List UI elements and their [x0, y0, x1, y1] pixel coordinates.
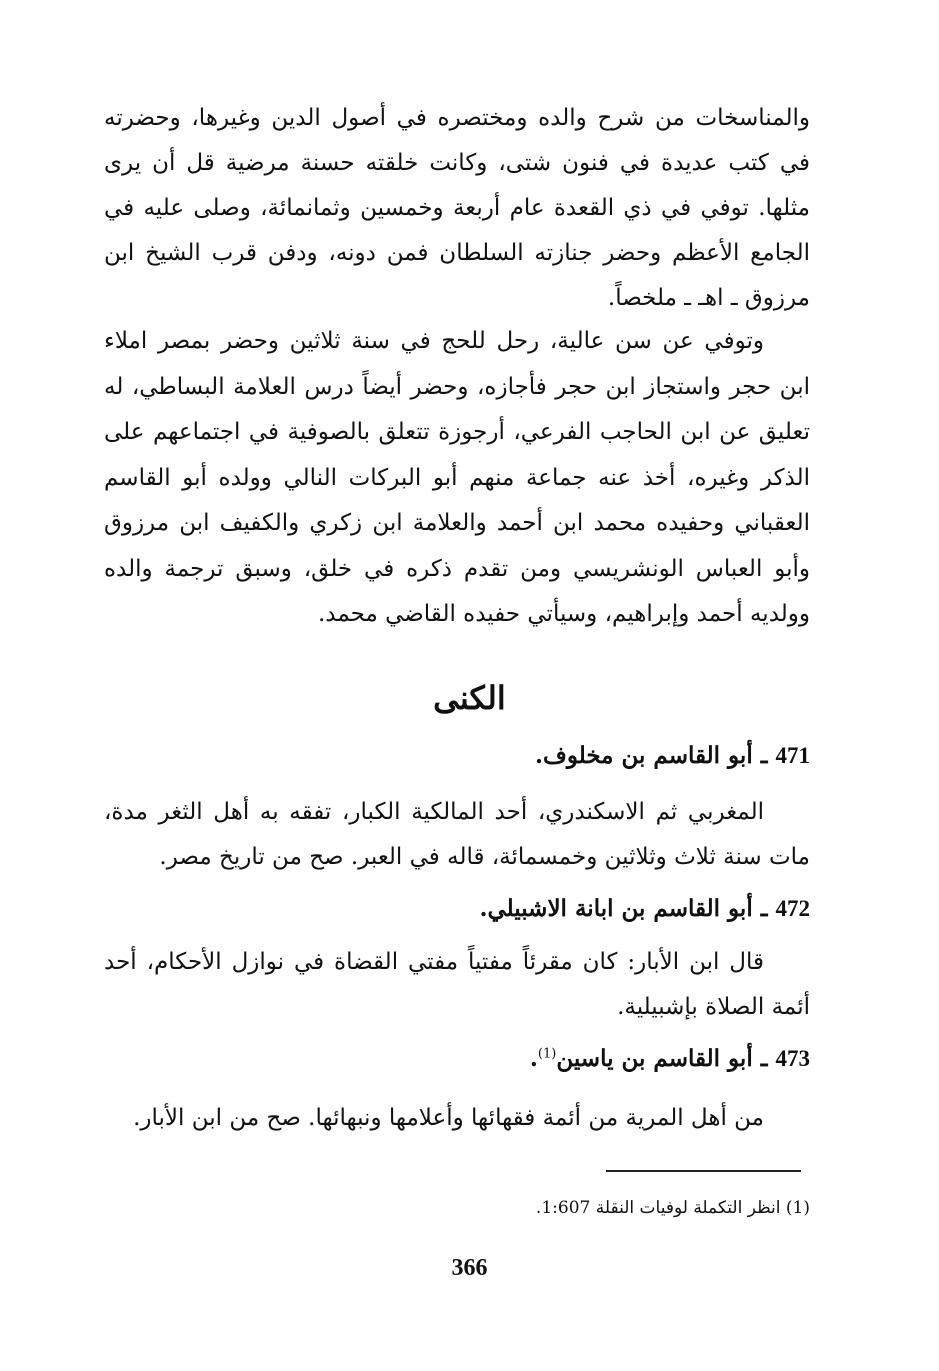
entry-title	[104, 1039, 810, 1079]
entry-body: قال ابن الأبار: كان مقرئاً مفتياً مفتي القضاة في نوازل الأحكام، أحد أئمة الصلاة بإشبيلية.	[104, 949, 810, 1020]
page-number: 366	[451, 1255, 488, 1281]
entry-body: المغربي ثم الاسكندري، أحد المالكية الكبار، تفقه به أهل الثغر مدة، مات سنة ثلاث وثلاثين وخمسمائة، قاله في العبر. صح من تاريخ مصر.	[104, 799, 810, 870]
entry-number: 472	[775, 896, 810, 921]
entry-number: 471	[775, 743, 810, 768]
entry-separator: ـ	[760, 895, 768, 922]
entry-name: أبو القاسم بن ابانة الاشبيلي.	[479, 895, 753, 922]
entry-title	[104, 736, 810, 776]
entry-name: أبو القاسم بن ياسين	[556, 1045, 753, 1072]
entry-title	[104, 889, 810, 929]
section-heading: الكنى	[433, 679, 506, 717]
entry-number: 473	[775, 1046, 810, 1071]
continued-paragraph: والمناسخات من شرح والده ومختصره في أصول الدين وغيرها، وحضرته في كتب عديدة في فنون شتى، وكانت خلقته حسنة مرضية قل أن يرى مثلها. توفي في ذي القعدة عام أربعة وخمسين وثمانمائة، وصلى عليه في الجامع الأعظم وحضر جنازته السلطان فمن دونه، ودفن قرب الشيخ ابن مرزوق ـ اهـ ـ ملخصاً.	[104, 105, 810, 311]
footnote: (1) انظر التكملة لوفيات النقلة 1:607.	[535, 1198, 810, 1218]
biography-paragraph: وتوفي عن سن عالية، رحل للحج في سنة ثلاثين وحضر بمصر املاء ابن حجر واستجاز ابن حجر فأجازه، وحضر أيضاً درس العلامة البساطي، له تعليق عن ابن الحاجب الفرعي، أرجوزة تتعلق بالصوفية في اجتماعهم على الذكر وغيره، أخذ عنه جماعة منهم أبو البركات النالي وولده أبو القاسم العقباني وحفيده محمد ابن أحمد والعلامة ابن زكري والكفيف ابن مرزوق وأبو العباس الونشريسي ومن تقدم ذكره في خلق، وسبق ترجمة والده وولديه أحمد وإبراهيم، وسيأتي حفيده القاضي محمد.	[104, 328, 810, 627]
entry-separator: ـ	[760, 742, 768, 769]
footnote-divider	[606, 1170, 801, 1172]
entry-name-end: .	[529, 1045, 538, 1072]
entry-separator: ـ	[760, 1045, 768, 1072]
entry-name: أبو القاسم بن مخلوف.	[534, 742, 753, 769]
footnote-reference[interactable]: (1)	[537, 1046, 557, 1062]
entry-body: من أهل المرية من أئمة فقهائها وأعلامها ونبهائها. صح من ابن الأبار.	[133, 1105, 764, 1131]
